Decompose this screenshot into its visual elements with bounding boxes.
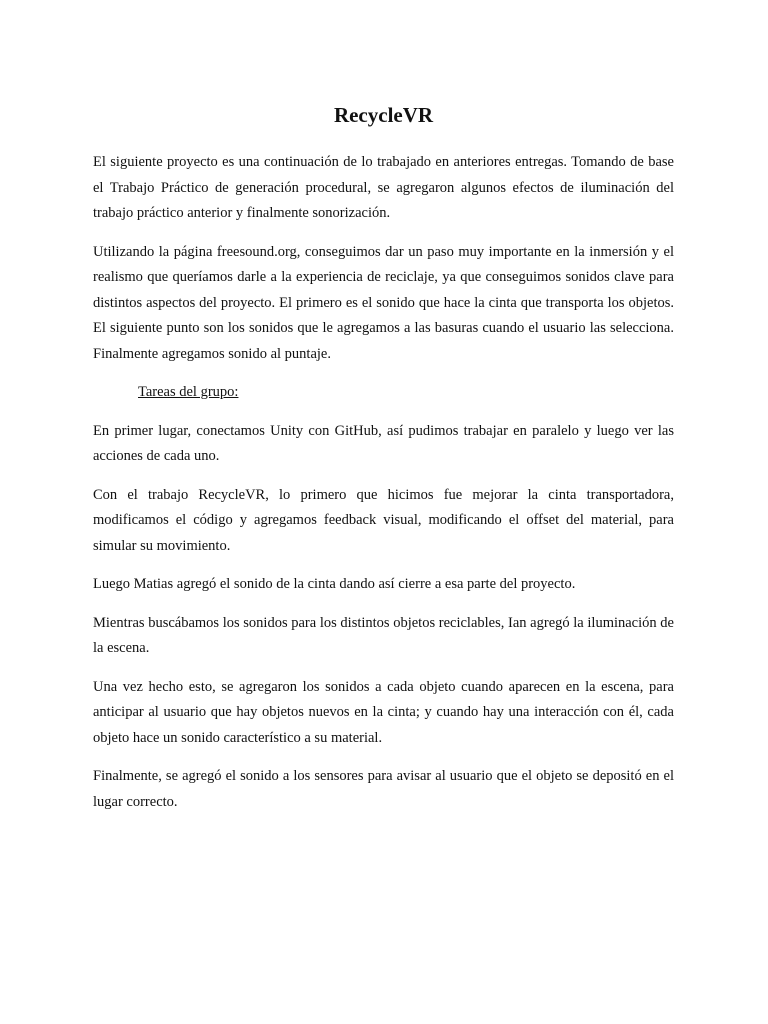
task-paragraph-ian: Mientras buscábamos los sonidos para los distintos objetos reciclables, Ian agregó la iluminación de la escena. bbox=[93, 614, 674, 656]
section-subheading bbox=[93, 380, 674, 406]
task-paragraph-conveyor: Con el trabajo RecycleVR, lo primero que hicimos fue mejorar la cinta transportadora, modificamos el código y agregamos feedback visual, modificando el offset del material, para simular su movimiento. bbox=[93, 486, 674, 554]
freesound-paragraph: Utilizando la página freesound.org, conseguimos dar un paso muy importante en la inmersión y el realismo que queríamos darle a la experiencia de reciclaje, ya que conseguimos sonidos clave para distintos aspectos del proyecto. El primero es el sonido que hace la cinta que transporta los objetos. El siguiente punto son los sonidos que le agregamos a las basuras cuando el usuario las selecciona. Finalmente agregamos sonido al puntaje. bbox=[93, 243, 674, 362]
task-paragraph-sensors: Finalmente, se agregó el sonido a los sensores para avisar al usuario que el objeto se depositó en el lugar correcto. bbox=[93, 768, 674, 810]
task-paragraph-matias: Luego Matias agregó el sonido de la cinta dando así cierre a esa parte del proyecto. bbox=[93, 576, 576, 592]
intro-paragraph: El siguiente proyecto es una continuación de lo trabajado en anteriores entregas. Tomando de base el Trabajo Práctico de generación procedural, se agregaron algunos efectos de iluminación del trabajo práctico anterior y finalmente sonorización. bbox=[93, 154, 674, 221]
task-paragraph-github: En primer lugar, conectamos Unity con GitHub, así pudimos trabajar en paralelo y luego ver las acciones de cada uno. bbox=[93, 422, 674, 464]
document-title: RecycleVR bbox=[333, 103, 434, 127]
subheading-text: Tareas del grupo: bbox=[138, 384, 239, 400]
task-paragraph-object-sounds: Una vez hecho esto, se agregaron los sonidos a cada objeto cuando aparecen en la escena, para anticipar al usuario que hay objetos nuevos en la cinta; y cuando hay una interacción con él, cada objeto hace un sonido característico a su material. bbox=[93, 678, 674, 746]
